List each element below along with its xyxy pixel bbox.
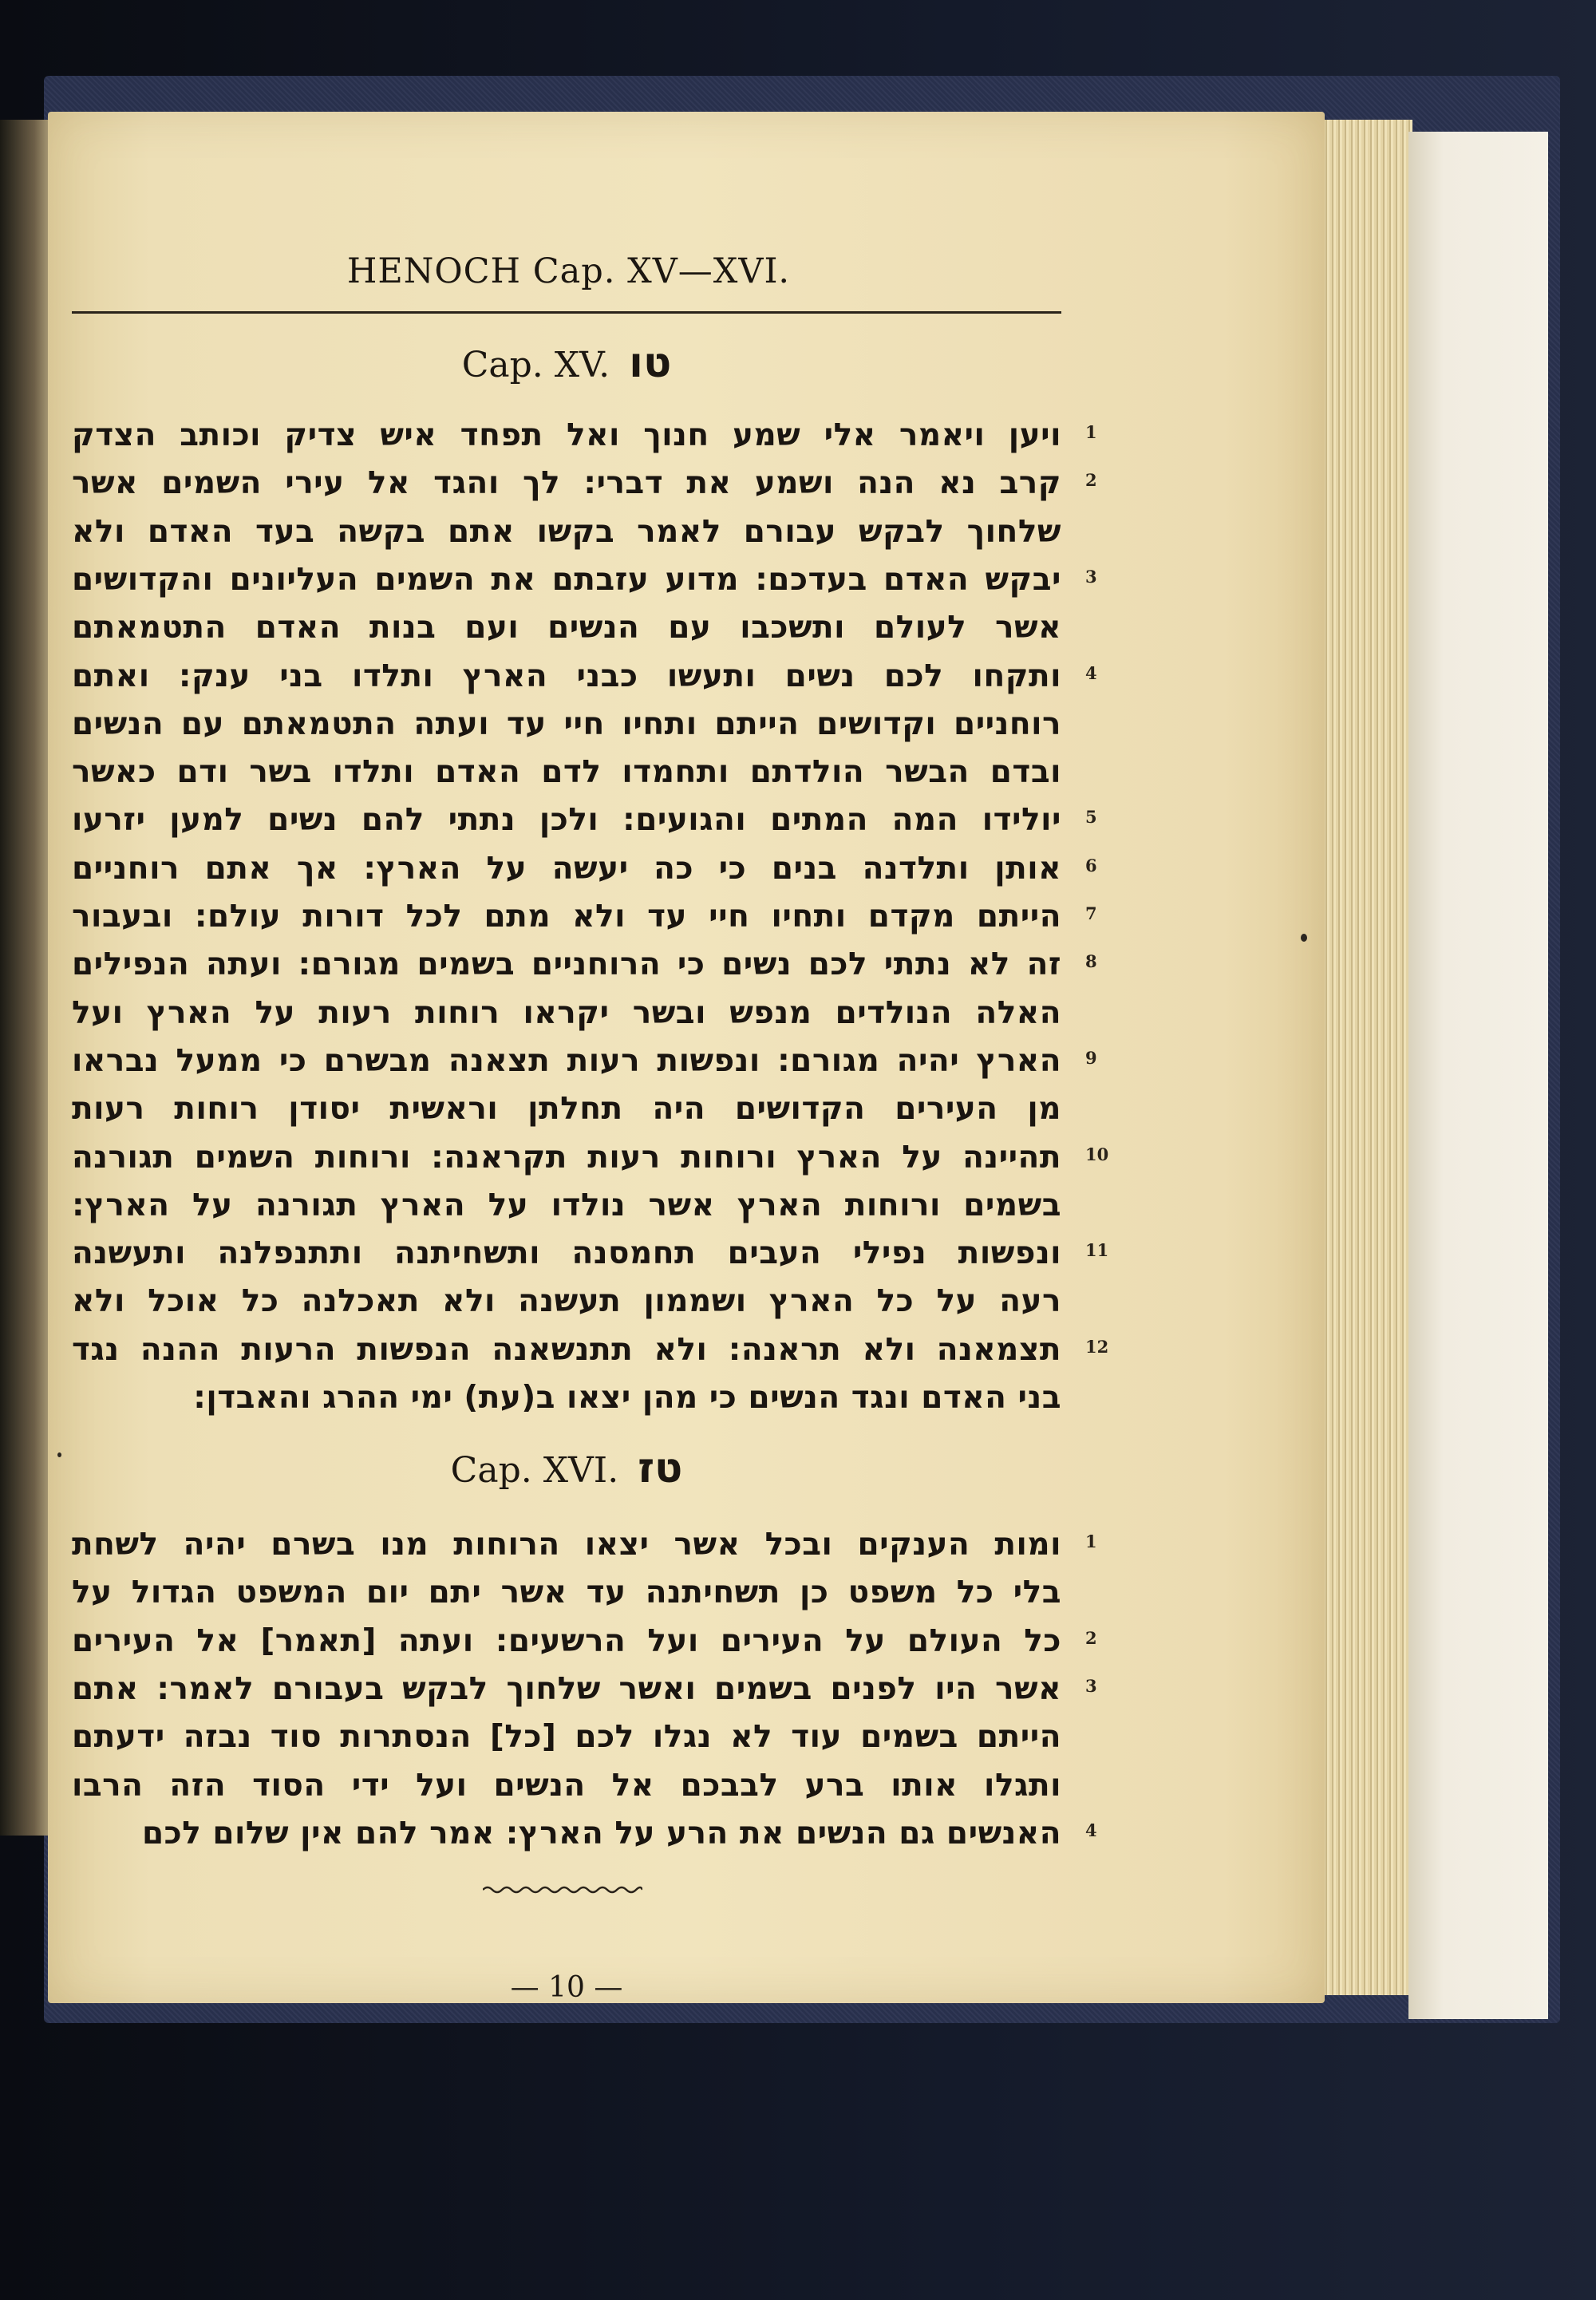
- hebrew-text-line: זה לא נתתי לכם נשים כי הרוחניים בשמים מגורם: ועתה הנפילים: [72, 946, 1061, 983]
- verse-number: 3: [1085, 566, 1097, 587]
- verse-number: 8: [1085, 951, 1097, 972]
- hebrew-text-line: רעה על כל הארץ ושממון תעשנה ולא תאכלנה כל אוכל ולא: [72, 1283, 1061, 1320]
- verse-number: 1: [1085, 422, 1097, 442]
- chapter-16-hebrew: טז: [638, 1444, 683, 1492]
- text-line: [72, 411, 1097, 460]
- text-line: [72, 940, 1097, 990]
- chapter-16-latin: Cap. XVI.: [450, 1450, 619, 1491]
- text-line: [72, 1713, 1061, 1762]
- paper-speck: [57, 1452, 61, 1457]
- verse-number: 4: [1085, 1820, 1097, 1840]
- hebrew-text-line: בלי כל משפט כן תשחיתנה עד אשר יתם יום המשפט הגדול על: [72, 1575, 1061, 1611]
- text-line: [72, 555, 1097, 605]
- hebrew-text-line: מן העירים הקדושים היה תחלתן וראשית יסודן רוחות רעות: [72, 1091, 1061, 1128]
- chapter-15-hebrew: טו: [629, 339, 672, 387]
- text-line: [72, 603, 1061, 653]
- verse-number: 3: [1085, 1675, 1097, 1696]
- blank-endpaper: [1408, 132, 1548, 2019]
- text-line: [72, 1037, 1097, 1086]
- hebrew-text-line: תהיינה על הארץ ורוחות רעות תקראנה: ורוחות השמים תגורנה: [72, 1139, 1061, 1176]
- verse-number: 9: [1085, 1047, 1097, 1068]
- hebrew-text-line: יבקש האדם בעדכם: מדוע עזבתם את השמים העליונים והקדושים: [72, 561, 1061, 598]
- hebrew-text-line: בני האדם ונגד הנשים כי מהן יצאו ב(עת) ימי ההרג והאבדן:: [193, 1380, 1061, 1416]
- text-line: [72, 1326, 1109, 1375]
- hebrew-text-line: הארץ יהיה מגורם: ונפשות רעות תצאנה מבשרם כי ממעל נבראו: [72, 1042, 1061, 1079]
- text-line: [72, 459, 1097, 508]
- hebrew-text-line: אשר לעולם ותשכבו עם הנשים ועם בנות האדם התטמאתם: [72, 610, 1061, 646]
- text-line: [72, 1181, 1061, 1231]
- hebrew-text-line: הייתם מקדם ותחיו חיי עד ולא מתם לכל דורות עולם: ובעבור: [72, 899, 1061, 935]
- hebrew-text-line: רוחניים וקדושים הייתם ותחיו חיי עד ועתה התטמאתם עם הנשים: [72, 705, 1061, 742]
- text-line: [72, 1568, 1061, 1618]
- text-line: [72, 748, 1061, 797]
- text-line: [72, 1085, 1061, 1134]
- text-line: [72, 796, 1097, 845]
- chapter-15-heading: [72, 339, 1061, 387]
- hebrew-text-line: אותן ותלדנה בנים כי כה יעשה על הארץ: אך אתם רוחניים: [72, 850, 1061, 887]
- hebrew-text-line: האלה הנולדים מנפש ובשר יקראו רוחות רעות על הארץ ועל: [72, 994, 1061, 1031]
- text-line: [72, 1809, 1097, 1859]
- verse-number: 10: [1085, 1144, 1109, 1164]
- hebrew-text-line: ותגלו אותו ברע לבבכם אל הנשים ועל ידי הסוד הזה הרבו: [72, 1767, 1061, 1804]
- verse-number: 1: [1085, 1531, 1097, 1551]
- hebrew-text-line: ותקחו לכם נשים ותעשו כבני הארץ ותלדו בני ענק: ואתם: [72, 658, 1061, 694]
- verse-number: 2: [1085, 470, 1097, 491]
- page-number: — 10 —: [510, 1971, 623, 2004]
- running-head: HENOCH Cap. XV—XVI.: [346, 251, 791, 291]
- hebrew-text-line: שלחוך לבקש עבורם לאמר בקשו אתם בקשה בעד האדם ולא: [72, 513, 1061, 550]
- hebrew-text-line: ומות הענקים ובכל אשר יצאו הרוחות מנו בשרם יהיה לשחת: [72, 1527, 1061, 1563]
- hebrew-text-line: ובדם הבשר הולדתם ותחמדו לדם האדם ותלדו בשר ודם כאשר: [72, 754, 1061, 791]
- verse-number: 2: [1085, 1627, 1097, 1648]
- verse-number: 11: [1085, 1240, 1109, 1261]
- text-line: [72, 1133, 1109, 1183]
- text-line: [72, 1229, 1109, 1278]
- hebrew-text-line: ויען ויאמר אלי שמע חנוך ואל תפחד איש צדיק וכותב הצדק: [72, 417, 1061, 453]
- hebrew-text-line: יולידו המה המתים והגועים: ולכן נתתי להם נשים למען יזרעו: [72, 802, 1061, 839]
- verse-number: 12: [1085, 1336, 1109, 1357]
- hebrew-text-line: האנשים גם הנשים את הרע על הארץ: אמר להם אין שלום לכם: [141, 1815, 1061, 1851]
- chapter-15-latin: Cap. XV.: [461, 345, 610, 385]
- text-line: [72, 1617, 1097, 1666]
- text-line: [72, 844, 1097, 894]
- text-line: [72, 652, 1097, 701]
- facing-page-edge: [0, 120, 49, 1836]
- text-line: [72, 508, 1061, 557]
- paper-speck: [1301, 934, 1307, 942]
- hebrew-text-line: כל העולם על העירים ועל הרשעים: ועתה [תאמר] אל העירים: [72, 1622, 1061, 1659]
- hebrew-text-line: אשר היו לפנים בשמים ואשר שלחוך לבקש בעבורם לאמר: אתם: [72, 1670, 1061, 1707]
- text-line: [72, 1520, 1097, 1570]
- text-line: [72, 700, 1061, 749]
- hebrew-text-line: תצמאנה ולא תראנה: ולא תתנשאנה הנפשות הרעות ההנה נגד: [72, 1331, 1061, 1368]
- text-line: [72, 1373, 1061, 1423]
- end-ornament: [483, 1882, 642, 1898]
- hebrew-text-line: קרב נא הנה ושמע את דברי: לך והגד אל עירי השמים אשר: [72, 465, 1061, 502]
- verse-number: 4: [1085, 662, 1097, 683]
- text-line: [72, 892, 1097, 942]
- hebrew-text-line: הייתם בשמים עוד לא נגלו לכם [כל] הנסתרות סוד נבזה ידעתם: [72, 1719, 1061, 1756]
- chapter-16-heading: [72, 1444, 1061, 1492]
- header-rule: [72, 311, 1061, 314]
- text-line: [72, 989, 1061, 1038]
- verse-number: 5: [1085, 807, 1097, 828]
- verse-number: 6: [1085, 855, 1097, 875]
- hebrew-text-line: ונפשות נפילי העבים תחמסנה ותשחיתנה ותתנפלנה ותעשנה: [72, 1235, 1061, 1272]
- hebrew-text-line: בשמים ורוחות הארץ אשר נולדו על הארץ תגורנה על הארץ:: [72, 1187, 1061, 1223]
- page-block-edges: [1317, 120, 1412, 1995]
- text-line: [72, 1665, 1097, 1714]
- text-line: [72, 1277, 1061, 1326]
- book-page: [48, 112, 1325, 2003]
- text-line: [72, 1761, 1061, 1811]
- verse-number: 7: [1085, 903, 1097, 923]
